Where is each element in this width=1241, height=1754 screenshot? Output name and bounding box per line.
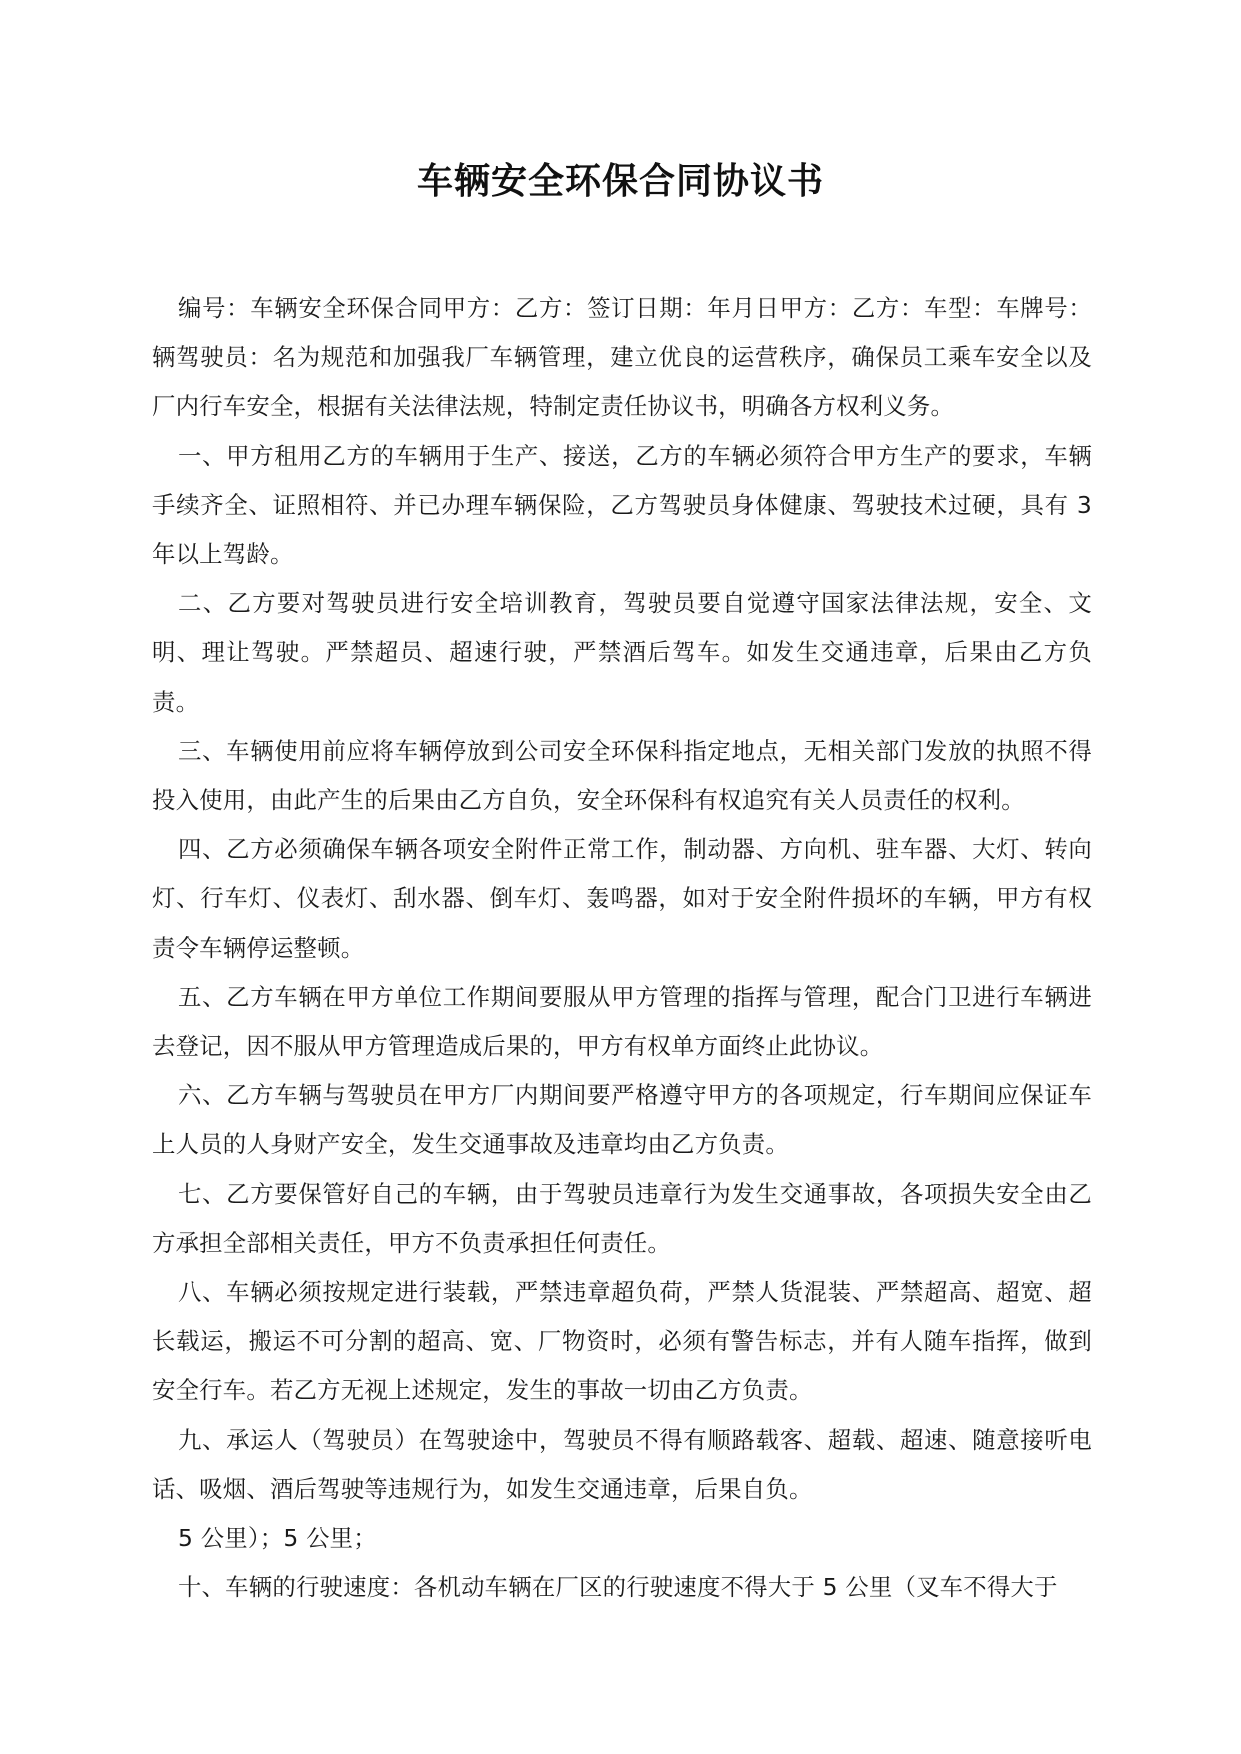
- paragraph-speed-note: 5 公里）；5 公里；: [178, 1524, 377, 1553]
- paragraph-clause-9: 九、承运人（驾驶员）在驾驶途中，驾驶员不得有顺路载客、超载、超速、随意接听电话、吸烟、酒后驾驶等违规行为，如发生交通违章，后果自负。: [152, 1425, 1092, 1503]
- paragraph-clause-4: 四、乙方必须确保车辆各项安全附件正常工作，制动器、方向机、驻车器、大灯、转向灯、行车灯、仪表灯、刮水器、倒车灯、轰鸣器，如对于安全附件损坏的车辆，甲方有权责令车辆停运整顿。: [152, 835, 1092, 962]
- paragraph-clause-7: 七、乙方要保管好自己的车辆，由于驾驶员违章行为发生交通事故，各项损失安全由乙方承担全部相关责任，甲方不负责承担任何责任。: [152, 1179, 1092, 1257]
- paragraph-clause-5: 五、乙方车辆在甲方单位工作期间要服从甲方管理的指挥与管理，配合门卫进行车辆进去登记，因不服从甲方管理造成后果的，甲方有权单方面终止此协议。: [152, 982, 1092, 1061]
- paragraph-intro: 编号：车辆安全环保合同甲方：乙方：签订日期：年月日甲方：乙方：车型：车牌号：辆驾驶员：名为规范和加强我厂车辆管理，建立优良的运营秩序，确保员工乘车安全以及厂内行车安全，根据有关法律法规，特制定责任协议书，明确各方权利义务。: [152, 294, 1092, 421]
- paragraph-clause-1: 一、甲方租用乙方的车辆用于生产、接送，乙方的车辆必须符合甲方生产的要求，车辆手续齐全、证照相符、并已办理车辆保险，乙方驾驶员身体健康、驾驶技术过硬，具有 3 年以上驾龄。: [152, 441, 1092, 569]
- paragraph-clause-6: 六、乙方车辆与驾驶员在甲方厂内期间要严格遵守甲方的各项规定，行车期间应保证车上人员的人身财产安全，发生交通事故及违章均由乙方负责。: [152, 1081, 1092, 1159]
- paragraph-clause-8: 八、车辆必须按规定进行装载，严禁违章超负荷，严禁人货混装、严禁超高、超宽、超长载运，搬运不可分割的超高、宽、厂物资时，必须有警告标志，并有人随车指挥，做到安全行车。若乙方无视上述规定，发生的事故一切由乙方负责。: [152, 1278, 1092, 1405]
- document-title: 车辆安全环保合同协议书: [416, 161, 824, 202]
- document-body: [152, 284, 1092, 1612]
- paragraph-clause-10: 十、车辆的行驶速度：各机动车辆在厂区的行驶速度不得大于 5 公里（叉车不得大于: [178, 1573, 1058, 1602]
- paragraph-clause-2: 二、乙方要对驾驶员进行安全培训教育，驾驶员要自觉遵守国家法律法规，安全、文明、理让驾驶。严禁超员、超速行驶，严禁酒后驾车。如发生交通违章，后果由乙方负责。: [152, 589, 1092, 716]
- paragraph-clause-3: 三、车辆使用前应将车辆停放到公司安全环保科指定地点，无相关部门发放的执照不得投入使用，由此产生的后果由乙方自负，安全环保科有权追究有关人员责任的权利。: [152, 736, 1092, 815]
